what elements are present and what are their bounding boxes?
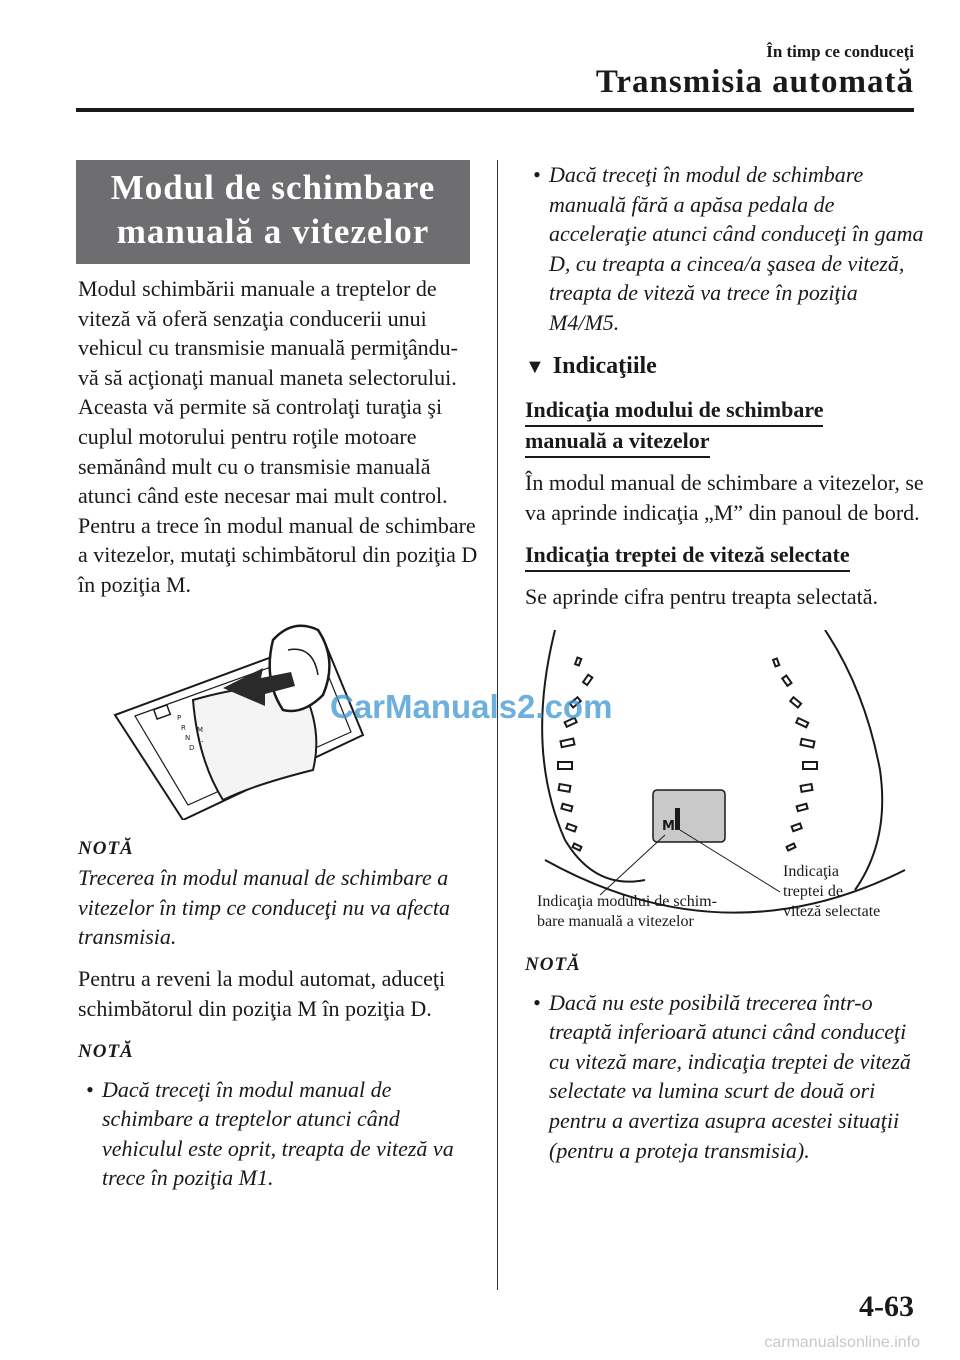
section-heading-line2: manuală a vitezelor: [116, 212, 430, 251]
m-indicator-paragraph: În modul manual de schimbare a vitezelor, se va aprinde indicaţia „M” din panoul de bord.: [525, 470, 924, 525]
instrument-cluster-figure: [525, 630, 925, 930]
nota-label-3: NOTĂ: [525, 953, 581, 975]
svg-text:M: M: [197, 725, 204, 734]
section-heading-line1: Modul de schimbare: [110, 168, 436, 207]
caption-manual-mode-line1: Indicaţia modului de schim-: [537, 892, 717, 910]
bullet-m4m5: [525, 160, 925, 338]
bullet-dot: •: [533, 162, 541, 187]
subheading-selected-gear-text: Indicaţia treptei de viteză selectate: [525, 542, 850, 572]
bullet-m4m5-text: Dacă treceţi în modul de schimbare manuală fără a apăsa pedala de acceleraţie atunci când conduceţi în gama D, cu treapta a cincea/a şasea de viteză, treapta de viteză va trece în poziţia M4/M5.: [549, 162, 924, 335]
svg-text:P: P: [177, 713, 182, 722]
section-title: Transmisia automată: [595, 64, 914, 100]
subheading-manual-mode-line2: manuală a vitezelor: [525, 428, 710, 458]
indications-heading-text: Indicaţiile: [552, 352, 657, 379]
subheading-manual-mode-line1: Indicaţia modului de schimbare: [525, 397, 823, 427]
page-number: 4-63: [859, 1290, 914, 1323]
return-auto-paragraph: Pentru a reveni la modul automat, aduceţi schimbătorul din poziţia M în poziţia D.: [78, 965, 446, 1021]
subheading-manual-mode: [525, 394, 925, 456]
caption-manual-mode: [537, 892, 717, 932]
gauge-m-letter: M: [662, 818, 675, 834]
nota-label-1: NOTĂ: [78, 837, 134, 859]
caption-selected-gear-line3: viteză selectate: [783, 902, 881, 920]
subheading-selected-gear: [525, 539, 925, 570]
bullet-dot: •: [533, 989, 541, 1015]
left-column: [78, 160, 478, 1193]
svg-text:R: R: [181, 723, 186, 732]
bullet-dot: •: [86, 1076, 94, 1102]
triangle-marker-icon: ▼: [525, 355, 545, 378]
nota-bullet-text-2: Dacă treceţi în modul manual de schimbare a treptelor atunci când vehiculul este oprit, treapta de viteză va trece în poziţia M1.: [102, 1076, 454, 1191]
caption-selected-gear-line2: treptei de: [783, 882, 843, 900]
footer-watermark: carmanualsonline.info: [764, 1334, 920, 1351]
nota-text-1: Trecerea în modul manual de schimbare a vitezelor în timp ce conduceţi nu va afecta transmisia.: [78, 865, 451, 950]
intro-paragraph: Modul schimbării manuale a treptelor de viteză vă oferă senzaţia conducerii unui vehicul cu transmisie manuală permiţându-vă să acţionaţi manual maneta selectorului. Aceasta vă permite să controlaţi turaţia şi cuplul motorului pentru roţile motoare semănând mult cu o transmisie manuală atunci când este necesar mai mult control.: [78, 276, 458, 509]
nota-label-2: NOTĂ: [78, 1041, 134, 1063]
gear-digit-paragraph: Se aprinde cifra pentru treapta selectată.: [525, 584, 879, 610]
section-heading-box: [76, 160, 470, 264]
shift-instruction-paragraph: Pentru a trece în modul manual de schimbare a vitezelor, mutaţi schimbătorul din poziţia D în poziţia M.: [78, 512, 478, 597]
header-rule: [76, 108, 914, 112]
indications-heading: [525, 352, 925, 383]
chapter-title: În timp ce conduceţi: [766, 42, 914, 61]
svg-text:D: D: [189, 743, 195, 752]
svg-text:N: N: [185, 733, 191, 742]
caption-manual-mode-line2: bare manuală a vitezelor: [537, 912, 694, 930]
caption-selected-gear-line1: Indicaţia: [783, 862, 839, 880]
watermark: CarManuals2.com: [330, 688, 613, 725]
nota-bullet-text-3: Dacă nu este posibilă trecerea într-o treaptă inferioară atunci când conduceţi cu viteză mare, indicaţia treptei de viteză selectate va lumina scurt de două ori pentru a avertiza asupra acestei situaţii (pentru a proteja transmisia).: [549, 989, 911, 1163]
right-column: [525, 160, 925, 1165]
svg-text:-: -: [201, 737, 204, 746]
nota-bullet-3: [525, 988, 925, 1166]
caption-selected-gear: [783, 862, 880, 922]
nota-bullet-2: [78, 1075, 478, 1193]
